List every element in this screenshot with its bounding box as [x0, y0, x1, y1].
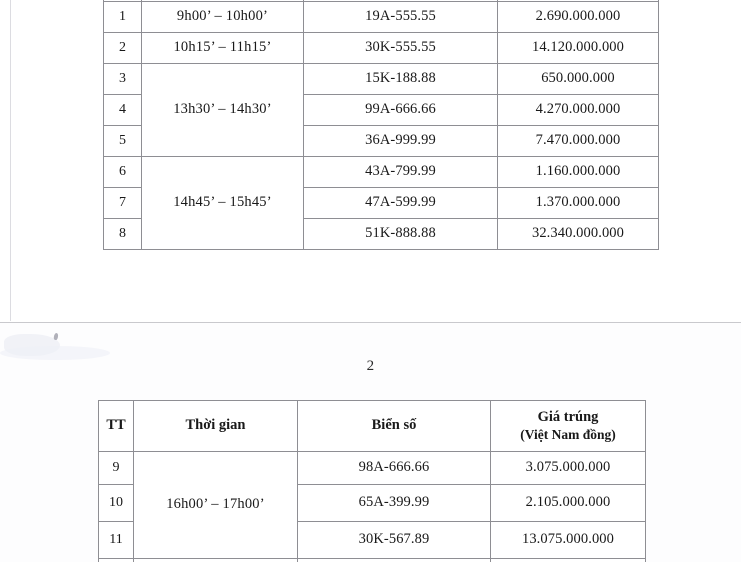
cell-time-merged: 13h30’ – 14h30’ — [142, 64, 304, 157]
cell-no: 3 — [104, 64, 142, 95]
cell-cropped — [298, 559, 491, 562]
column-header-time: Thời gian — [134, 401, 298, 452]
cell-plate: 98A-666.66 — [298, 452, 491, 485]
table-row — [104, 2, 659, 33]
cell-no: 5 — [104, 126, 142, 157]
scan-edge-line — [10, 0, 11, 321]
cell-price: 7.470.000.000 — [498, 126, 659, 157]
column-header-price — [491, 401, 646, 452]
table-row — [104, 33, 659, 64]
cell-no: 2 — [104, 33, 142, 64]
cell-no: 11 — [99, 522, 134, 559]
table-two-body — [99, 452, 646, 562]
cell-no: 6 — [104, 157, 142, 188]
cell-price: 14.120.000.000 — [498, 33, 659, 64]
cell-price: 1.370.000.000 — [498, 188, 659, 219]
cell-no: 1 — [104, 2, 142, 33]
cell-cropped — [491, 559, 646, 562]
cell-cropped — [99, 559, 134, 562]
cell-plate: 19A-555.55 — [304, 2, 498, 33]
cell-plate: 51K-888.88 — [304, 219, 498, 250]
table-row — [104, 157, 659, 188]
cell-time: 9h00’ – 10h00’ — [142, 2, 304, 33]
table-row-cropped — [99, 559, 646, 562]
column-header-price-unit: (Việt Nam đồng) — [520, 426, 616, 442]
page-number: 2 — [366, 358, 375, 374]
auction-results-table-part1 — [103, 0, 659, 250]
cell-cropped — [134, 559, 298, 562]
table-header-row — [99, 401, 646, 452]
cell-price: 2.690.000.000 — [498, 2, 659, 33]
column-header-price-main: Giá trúng — [537, 409, 599, 426]
cell-price: 650.000.000 — [498, 64, 659, 95]
cell-no: 4 — [104, 95, 142, 126]
cell-plate: 65A-399.99 — [298, 485, 491, 522]
cell-plate: 43A-799.99 — [304, 157, 498, 188]
cell-time-merged: 16h00’ – 17h00’ — [134, 452, 298, 559]
cell-no: 7 — [104, 188, 142, 219]
cell-no: 10 — [99, 485, 134, 522]
cell-price: 2.105.000.000 — [491, 485, 646, 522]
cell-plate: 15K-188.88 — [304, 64, 498, 95]
cell-price: 32.340.000.000 — [498, 219, 659, 250]
cell-plate: 47A-599.99 — [304, 188, 498, 219]
cell-price: 13.075.000.000 — [491, 522, 646, 559]
cell-plate: 36A-999.99 — [304, 126, 498, 157]
cell-price: 3.075.000.000 — [491, 452, 646, 485]
cell-no: 9 — [99, 452, 134, 485]
table-row — [104, 64, 659, 95]
table-one-body — [104, 0, 659, 250]
cell-price: 4.270.000.000 — [498, 95, 659, 126]
cell-plate: 30K-555.55 — [304, 33, 498, 64]
table-row — [99, 452, 646, 485]
auction-results-table-part2 — [98, 400, 646, 562]
cell-time-merged: 14h45’ – 15h45’ — [142, 157, 304, 250]
cell-plate: 30K-567.89 — [298, 522, 491, 559]
column-header-plate: Biển số — [298, 401, 491, 452]
table-two-head — [99, 401, 646, 452]
column-header-no: TT — [99, 401, 134, 452]
cell-time: 10h15’ – 11h15’ — [142, 33, 304, 64]
cell-price: 1.160.000.000 — [498, 157, 659, 188]
cell-plate: 99A-666.66 — [304, 95, 498, 126]
cell-no: 8 — [104, 219, 142, 250]
